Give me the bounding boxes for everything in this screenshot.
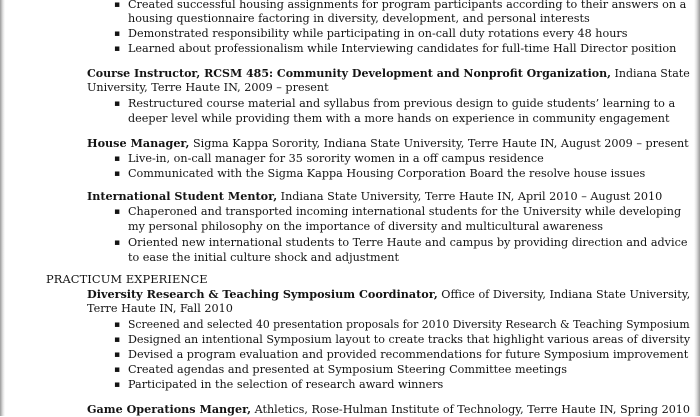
bullet-text: deeper level while providing them with a more hands on experience in community engagement: [128, 112, 670, 125]
bullet-text: housing questionnaire factoring in diversity, development, and personal interests: [128, 12, 590, 25]
bullet-icon: ▪: [114, 238, 121, 248]
section-heading-practicum: PRACTICUM EXPERIENCE: [46, 272, 208, 286]
job-title: Game Operations Manger,: [87, 402, 252, 416]
bullet-text: my personal philosophy on the importance of diversity and multicultural awareness: [128, 220, 604, 233]
bullet-icon: ▪: [114, 29, 121, 39]
bullet-icon: ▪: [114, 207, 121, 217]
bullet-icon: ▪: [114, 169, 121, 179]
job-details: Office of Diversity, Indiana State University,: [437, 288, 691, 301]
bullet-icon: ▪: [114, 350, 121, 360]
job-details-line2: University, Terre Haute IN, 2009 – present: [87, 81, 329, 94]
bullet-icon: ▪: [114, 44, 121, 54]
bullet-text: Communicated with the Sigma Kappa Housing Corporation Board the resolve house issues: [128, 167, 646, 180]
job-heading-game-operations: [87, 402, 690, 417]
bullet-icon: ▪: [114, 154, 121, 164]
job-details: Indiana State: [610, 67, 690, 80]
bullet-text: Demonstrated responsibility while participating in on-call duty rotations every 48 hours: [128, 27, 628, 40]
job-heading-international-mentor: [87, 189, 662, 204]
bullet-text: Restructured course material and syllabus from previous design to guide students’ learning to a: [128, 97, 676, 110]
bullet-icon: ▪: [114, 365, 121, 375]
bullet-text: Oriented new international students to Terre Haute and campus by providing direction and advice: [128, 236, 688, 249]
bullet-text: Devised a program evaluation and provided recommendations for future Symposium improvement: [128, 348, 689, 361]
job-details: Sigma Kappa Sorority, Indiana State University, Terre Haute IN, August 2009 – present: [189, 137, 689, 150]
job-title: Diversity Research & Teaching Symposium Coordinator,: [87, 287, 438, 301]
bullet-text: Live-in, on-call manager for 35 sorority women in a off campus residence: [128, 152, 544, 165]
bullet-icon: ▪: [114, 335, 121, 345]
job-title: International Student Mentor,: [87, 189, 278, 203]
job-details: Athletics, Rose-Hulman Institute of Technology, Terre Haute IN, Spring 2010: [251, 403, 691, 416]
bullet-icon: ▪: [114, 0, 121, 10]
bullet-text: Learned about professionalism while Interviewing candidates for full-time Hall Director position: [128, 42, 677, 55]
bullet-icon: ▪: [114, 380, 121, 390]
job-title: Course Instructor, RCSM 485: Community Development and Nonprofit Organization,: [87, 66, 611, 80]
job-heading-course-instructor: [87, 66, 690, 81]
job-title: House Manager,: [87, 136, 190, 150]
bullet-text: to ease the initial culture shock and adjustment: [128, 251, 399, 264]
job-details: Indiana State University, Terre Haute IN, April 2010 – August 2010: [277, 190, 663, 203]
bullet-text: Screened and selected 40 presentation proposals for 2010 Diversity Research & Teaching Symposium: [128, 318, 690, 331]
bullet-icon: ▪: [114, 320, 121, 330]
bullet-text: Designed an intentional Symposium layout to create tracks that highlight various areas of diversity: [128, 333, 691, 346]
job-details-line2: Terre Haute IN, Fall 2010: [87, 302, 233, 315]
job-heading-diversity-symposium: [87, 287, 690, 302]
job-heading-house-manager: [87, 136, 689, 151]
bullet-text: Created successful housing assignments for program participants according to their answers on a: [128, 0, 687, 11]
bullet-text: Chaperoned and transported incoming international students for the University while developing: [128, 205, 682, 218]
bullet-icon: ▪: [114, 99, 121, 109]
bullet-text: Participated in the selection of research award winners: [128, 378, 444, 391]
bullet-text: Created agendas and presented at Symposium Steering Committee meetings: [128, 363, 568, 376]
